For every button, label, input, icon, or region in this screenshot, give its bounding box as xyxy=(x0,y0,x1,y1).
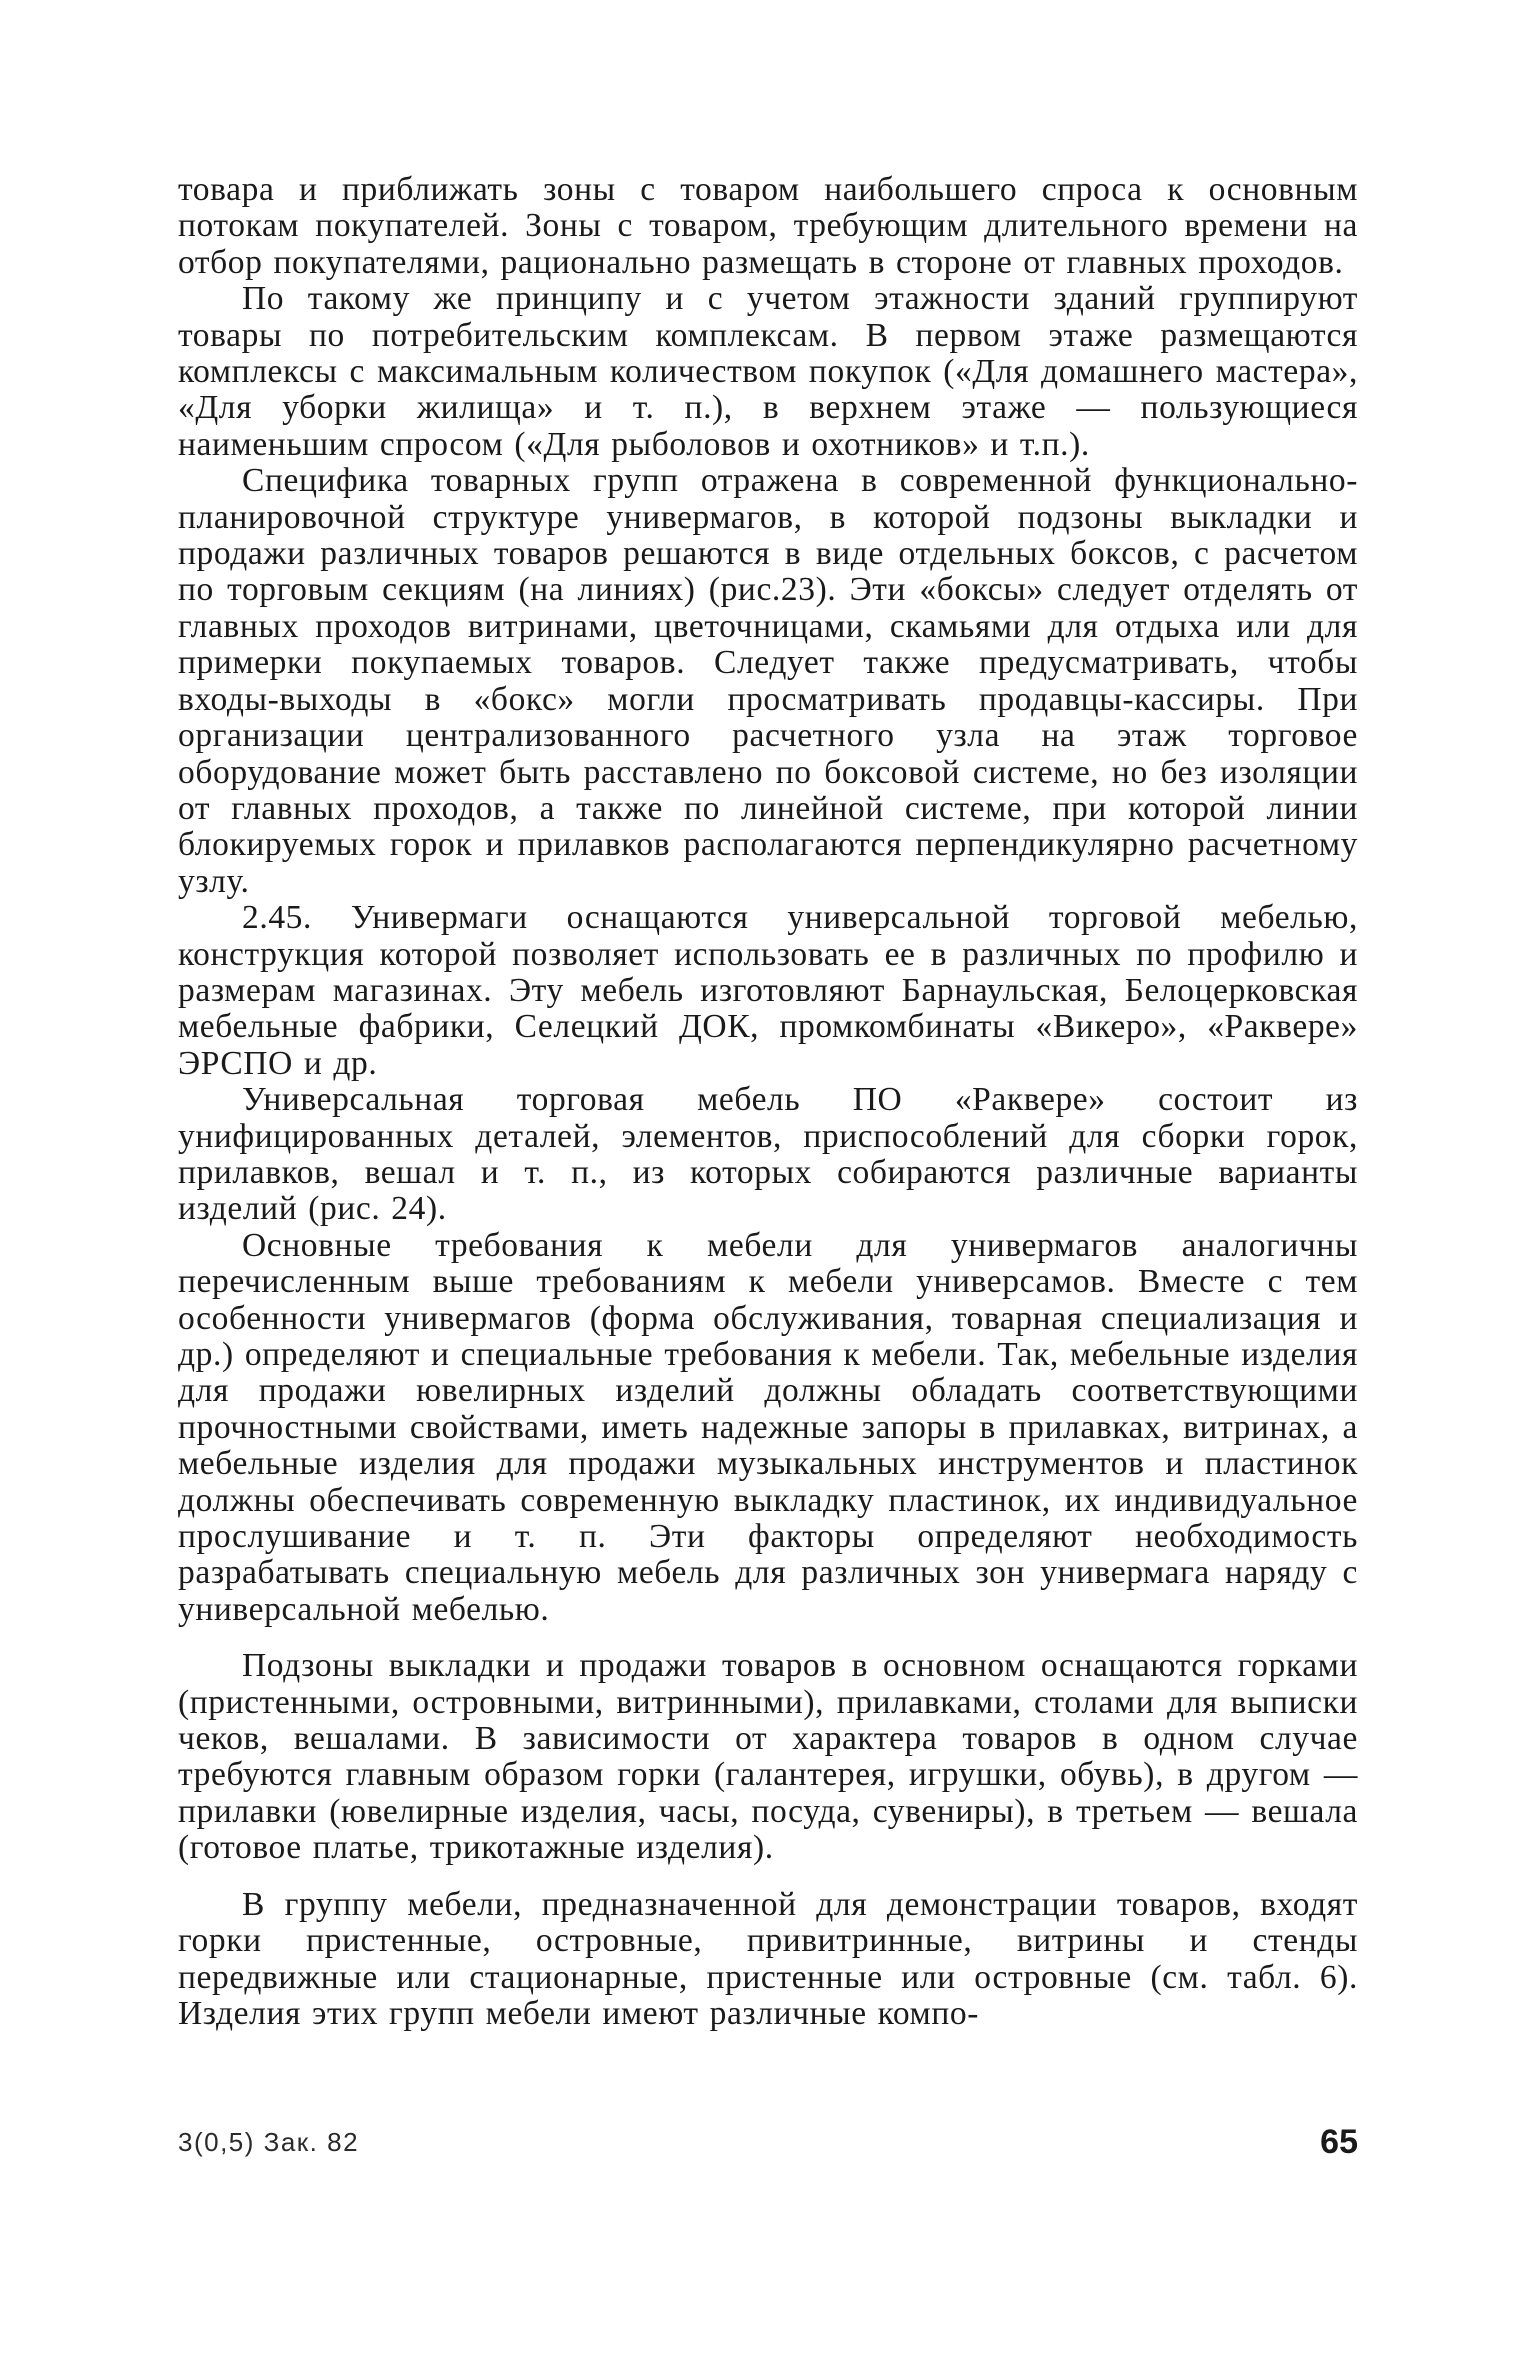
page-body xyxy=(178,172,1358,2032)
paragraph-2: По такому же принципу и с учетом этажности зданий группируют товары по потребительским комплексам. В первом этаже размещаются комплексы с максимальным количеством покупок («Для домашнего мастера», «Для уборки жилища» и т. п.), в верхнем этаже — пользующиеся наименьшим спросом («Для рыболовов и охотников» и т.п.). xyxy=(178,280,1358,463)
section-number: 2.45. xyxy=(242,899,312,937)
page-number: 65 xyxy=(1320,2123,1358,2161)
page-footer xyxy=(178,2123,1358,2167)
paragraph-5: Универсальная торговая мебель ПО «Раквере» состоит из унифицированных деталей, элементов, приспособлений для сборки горок, прилавков, вешал и т. п., из которых собираются различные варианты изделий (рис. 24). xyxy=(178,1081,1358,1228)
print-order-code: 3(0,5) Зак. 82 xyxy=(178,2127,360,2157)
paragraph-4-text: Универмаги оснащаются универсальной торговой мебелью, конструкция которой позволяет использовать ее в различных по профилю и размерам магазинах. Эту мебель изготовляют Барнаульская, Белоцерковская мебельные фабрики, Селецкий ДОК, промкомбинаты «Викеро», «Раквере» ЭРСПО и др. xyxy=(178,899,1358,1082)
paragraph-7: Подзоны выкладки и продажи товаров в основном оснащаются горками (пристенными, островными, витринными), прилавками, столами для выписки чеков, вешалами. В зависимости от характера товаров в одном случае требуются главным образом горки (галантерея, игрушки, обувь), в другом — прилавки (ювелирные изделия, часы, посуда, сувениры), в третьем — вешала (готовое платье, трикотажные изделия). xyxy=(178,1647,1358,1867)
paragraph-3: Специфика товарных групп отражена в современной функционально-планировочной структуре универмагов, в которой подзоны выкладки и продажи различных товаров решаются в виде отдельных боксов, с расчетом по торговым секциям (на линиях) (рис.23). Эти «боксы» следует отделять от главных проходов витринами, цветочницами, скамьями для отдыха или для примерки покупаемых товаров. Следует также предусматривать, чтобы входы-выходы в «бокс» могли просматривать продавцы-кассиры. При организации централизованного расчетного узла на этаж торговое оборудование может быть расставлено по боксовой системе, но без изоляции от главных проходов, а также по линейной системе, при которой линии блокируемых горок и прилавков располагаются перпендикулярно расчетному узлу. xyxy=(178,462,1358,900)
paragraph-8: В группу мебели, предназначенной для демонстрации товаров, входят горки пристенные, островные, привитринные, витрины и стенды передвижные или стационарные, пристенные или островные (см. табл. 6). Изделия этих групп мебели имеют различные компо- xyxy=(178,1885,1358,2032)
paragraph-4 xyxy=(178,900,1358,1082)
paragraph-1: товара и приближать зоны с товаром наибольшего спроса к основным потокам покупателей. Зоны с товаром, требующим длительного времени на отбор покупателями, рационально размещать в стороне от главных проходов. xyxy=(178,171,1358,281)
paragraph-6: Основные требования к мебели для универмагов аналогичны перечисленным выше требованиям к мебели универсамов. Вместе с тем особенности универмагов (форма обслуживания, товарная специализация и др.) определяют и специальные требования к мебели. Так, мебельные изделия для продажи ювелирных изделий должны обладать соответствующими прочностными свойствами, иметь надежные запоры в прилавках, витринах, а мебельные изделия для продажи музыкальных инструментов и пластинок должны обеспечивать современную выкладку пластинок, их индивидуальное прослушивание и т. п. Эти факторы определяют необходимость разрабатывать специальную мебель для различных зон универмага наряду с универсальной мебелью. xyxy=(178,1226,1358,1628)
